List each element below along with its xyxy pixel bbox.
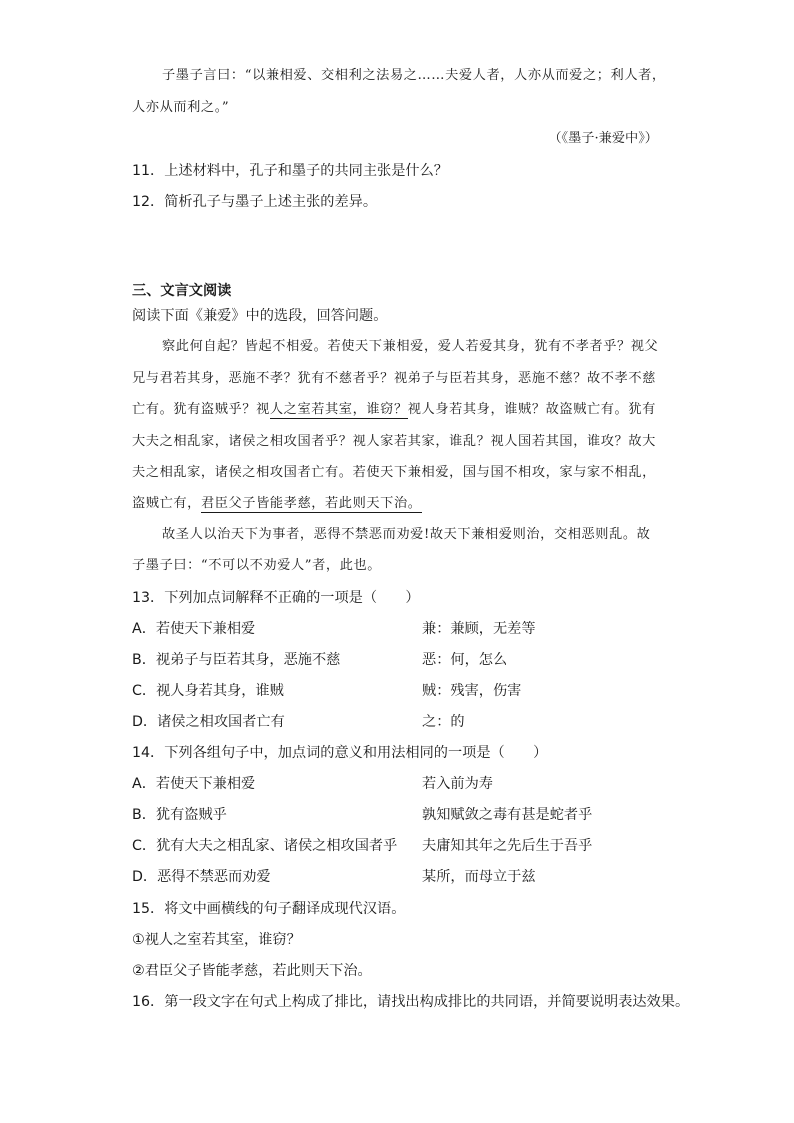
- section-3-title: 三、文言文阅读: [132, 283, 232, 299]
- q13-option-b-gloss: 恶：何，怎么: [422, 652, 508, 668]
- q14-option-d-pair: 某所，而母立于兹: [422, 869, 536, 885]
- q14-option-d: D．恶得不禁恶而劝爱: [132, 869, 271, 885]
- q13-option-d-gloss: 之：的: [422, 714, 465, 730]
- passage-line-2: 兄与君若其身，恶施不孝？犹有不慈者乎？视弟子与臣若其身，恶施不慈？故不孝不慈: [132, 371, 656, 386]
- passage-line-3-post: 视人身若其身，谁贼？故盗贼亡有。犹有: [407, 402, 656, 417]
- passage-line-7: 故圣人以治天下为事者，恶得不禁恶而劝爱!故天下兼相爱则治，交相恶则乱。故: [162, 527, 651, 542]
- quote-line-1: 子墨子言曰：“以兼相爱、交相利之法易之……夫爱人者，人亦从而爱之；利人者，: [162, 68, 666, 83]
- passage-line-4: 大夫之相乱家，诸侯之相攻国者乎？视人家若其家，谁乱？视人国若其国，谁攻？故大: [132, 434, 656, 449]
- question-15-sentence-1: ①视人之室若其室，谁窃？: [132, 932, 301, 948]
- passage-line-8: 子墨子曰：“不可以不劝爱人”者，此也。: [132, 558, 382, 573]
- question-14-stem: 14．下列各组句子中，加点词的意义和用法相同的一项是（ ）: [132, 745, 548, 761]
- passage-line-3-pre: 亡有。犹有盗贼乎？视: [132, 402, 270, 417]
- question-12: 12．简析孔子与墨子上述主张的差异。: [132, 194, 378, 210]
- q13-option-a-gloss: 兼：兼顾，无差等: [422, 621, 536, 637]
- quote-line-2: 人亦从而利之。”: [132, 100, 230, 115]
- q14-option-a-pair: 若入前为寿: [422, 776, 493, 792]
- q14-option-b-pair: 孰知赋敛之毒有甚是蛇者乎: [422, 807, 593, 823]
- underlined-sentence-2: 君臣父子皆能孝慈，若此则天下治。: [200, 496, 422, 511]
- section-3-intro: 阅读下面《兼爱》中的选段，回答问题。: [132, 308, 388, 324]
- q13-option-b: B．视弟子与臣若其身，恶施不慈: [132, 652, 341, 668]
- question-13-stem: 13．下列加点词解释不正确的一项是（ ）: [132, 590, 420, 606]
- question-16: 16．第一段文字在句式上构成了排比，请找出构成排比的共同语，并简要说明表达效果。: [132, 994, 690, 1010]
- q13-option-c-gloss: 贼：残害，伤害: [422, 683, 522, 699]
- passage-line-6-pre: 盗贼亡有，: [132, 496, 201, 511]
- question-11: 11．上述材料中，孔子和墨子的共同主张是什么？: [132, 163, 448, 179]
- q13-option-d: D．诸侯之相攻国者亡有: [132, 714, 285, 730]
- passage-line-3: [132, 400, 656, 420]
- passage-line-1: 察此何自起？皆起不相爱。若使天下兼相爱，爱人若爱其身，犹有不孝者乎？视父: [162, 339, 659, 354]
- quote-source: （《墨子·兼爱中》）: [548, 131, 658, 146]
- underlined-sentence-1: 人之室若其室，谁窃？: [269, 402, 408, 417]
- q13-option-a: A．若使天下兼相爱: [132, 621, 256, 637]
- q14-option-c-pair: 夫庸知其年之先后生于吾乎: [422, 838, 593, 854]
- q14-option-c: C．犹有大夫之相乱家、诸侯之相攻国者乎: [132, 838, 398, 854]
- question-15-stem: 15．将文中画横线的句子翻译成现代汉语。: [132, 901, 406, 917]
- passage-line-5: 夫之相乱家，诸侯之相攻国者亡有。若使天下兼相爱，国与国不相攻，家与家不相乱，: [132, 465, 656, 480]
- passage-line-6: [132, 494, 422, 514]
- q14-option-a: A．若使天下兼相爱: [132, 776, 256, 792]
- q14-option-b: B．犹有盗贼乎: [132, 807, 227, 823]
- q13-option-c: C．视人身若其身，谁贼: [132, 683, 284, 699]
- question-15-sentence-2: ②君臣父子皆能孝慈，若此则天下治。: [132, 963, 372, 979]
